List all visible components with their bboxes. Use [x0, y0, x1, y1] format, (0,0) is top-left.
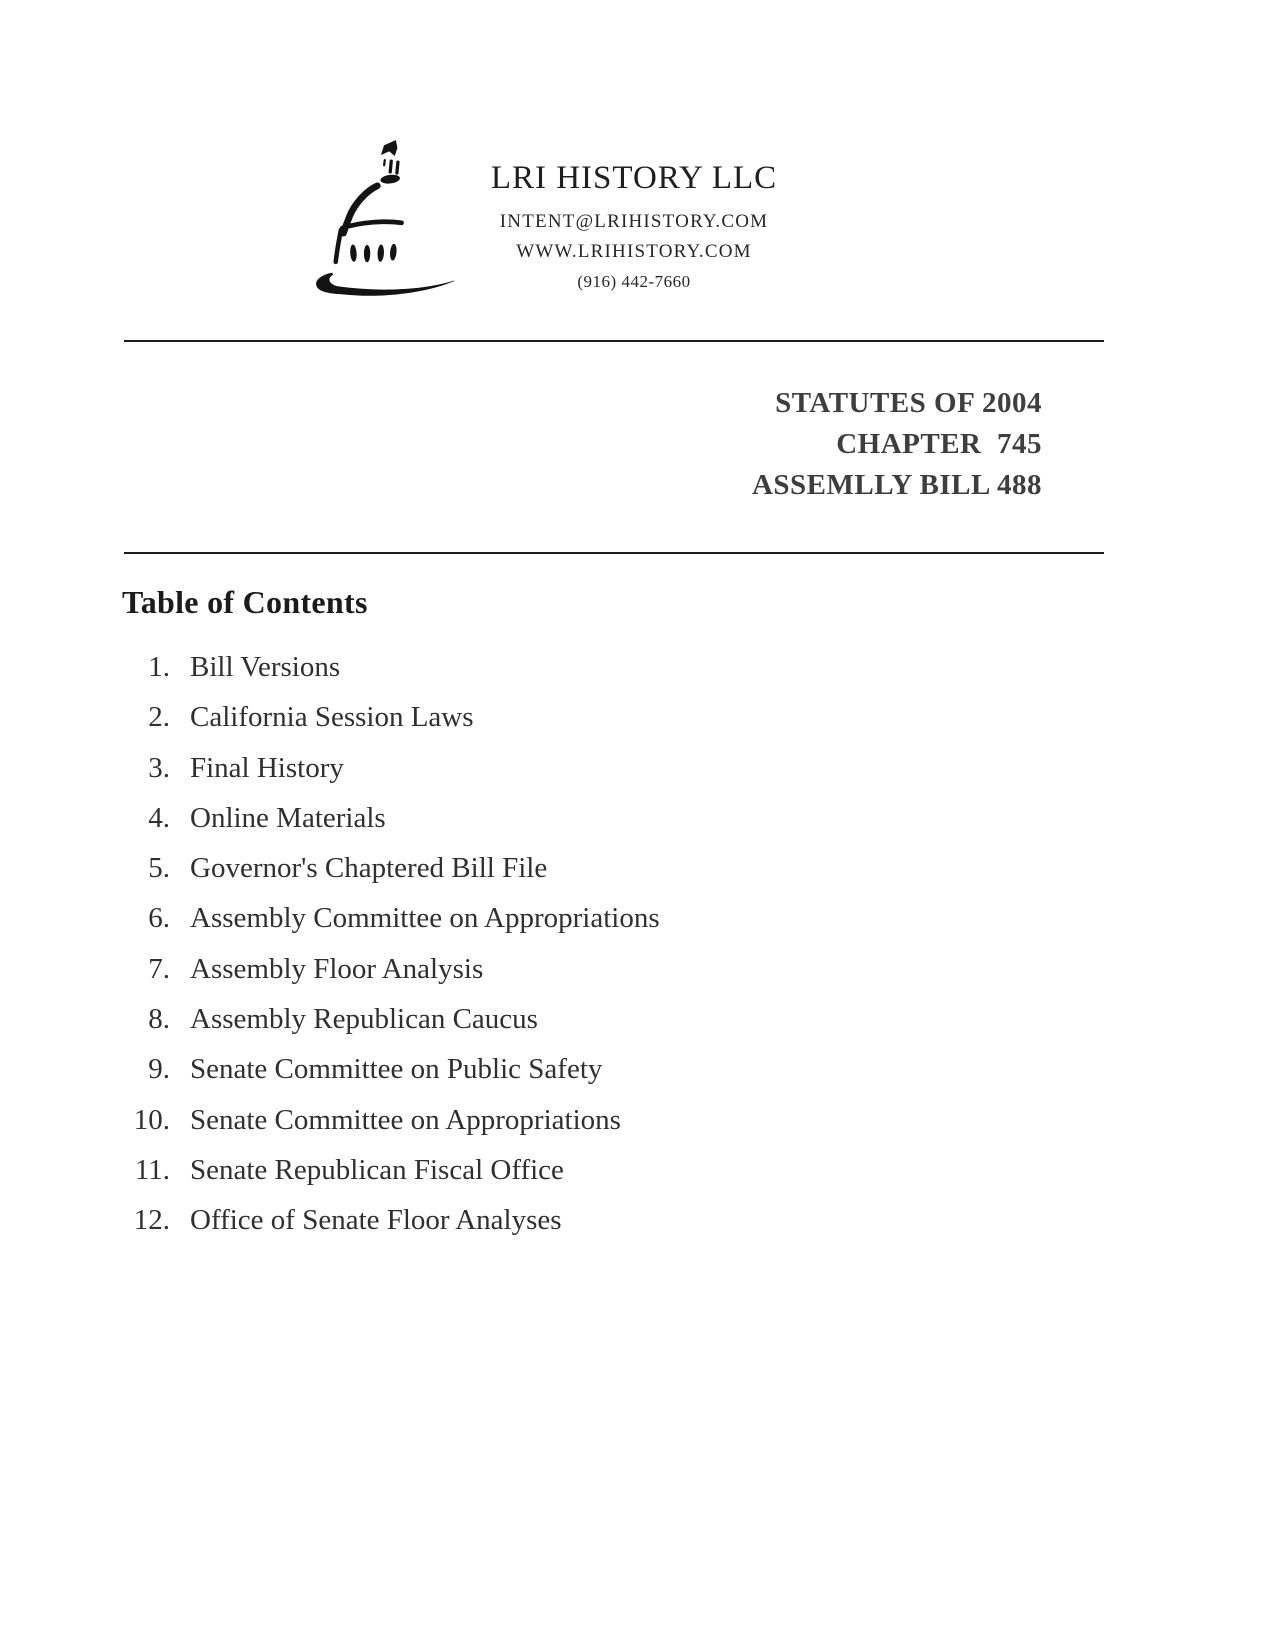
toc-item — [108, 743, 660, 793]
toc-item-label: Final History — [190, 751, 344, 784]
toc-item-number: 12. — [133, 1204, 170, 1237]
toc-item — [108, 944, 660, 994]
toc-item-number: 2. — [148, 701, 170, 734]
company-email: INTENT@LRIHISTORY.COM — [499, 211, 769, 232]
toc-item-number: 7. — [148, 952, 170, 985]
toc-item-label: Online Materials — [190, 801, 386, 834]
toc-item-label: Assembly Committee on Appropriations — [190, 902, 660, 935]
toc-item — [108, 994, 660, 1044]
toc-item — [108, 893, 660, 943]
toc-item-number: 10. — [133, 1103, 170, 1136]
toc-item — [108, 1145, 660, 1195]
toc-item — [108, 793, 660, 843]
toc-item — [108, 1095, 660, 1145]
toc-item-label: Office of Senate Floor Analyses — [190, 1204, 562, 1237]
chapter-line: CHAPTER 745 — [836, 428, 1042, 460]
assembly-bill-line: ASSEMLLY BILL 488 — [751, 469, 1042, 501]
toc-item-label: California Session Laws — [190, 701, 474, 734]
toc-item-label: Governor's Chaptered Bill File — [190, 852, 548, 885]
toc-item-label: Assembly Republican Caucus — [190, 1003, 538, 1036]
toc-heading: Table of Contents — [122, 584, 368, 620]
divider-bottom — [124, 552, 1104, 554]
statutes-line: STATUTES OF 2004 — [775, 387, 1042, 419]
toc-item — [108, 1044, 660, 1094]
statute-title-block — [752, 383, 1042, 506]
toc-item — [108, 1195, 660, 1245]
toc-item-label: Senate Committee on Appropriations — [190, 1103, 621, 1136]
toc-item-label: Assembly Floor Analysis — [190, 952, 484, 985]
company-name: LRI HISTORY LLC — [490, 160, 778, 196]
toc-item-number: 6. — [148, 902, 170, 935]
toc-item — [108, 692, 660, 742]
toc-item-number: 11. — [134, 1153, 170, 1186]
toc-item-number: 8. — [148, 1003, 170, 1036]
toc-item-number: 3. — [148, 751, 170, 784]
toc-list — [108, 642, 660, 1246]
toc-item-number: 5. — [148, 852, 170, 885]
toc-item-label: Senate Committee on Public Safety — [190, 1053, 603, 1086]
company-phone: (916) 442-7660 — [577, 272, 691, 291]
toc-item-number: 4. — [148, 801, 170, 834]
toc-item — [108, 642, 660, 692]
toc-item-number: 9. — [148, 1053, 170, 1086]
toc-item-label: Bill Versions — [190, 651, 341, 683]
toc-item-label: Senate Republican Fiscal Office — [190, 1153, 564, 1186]
letterhead — [434, 161, 834, 297]
toc-item — [108, 843, 660, 893]
divider-top — [124, 340, 1104, 342]
company-website: WWW.LRIHISTORY.COM — [516, 241, 752, 262]
toc-item-number: 1. — [148, 651, 170, 683]
